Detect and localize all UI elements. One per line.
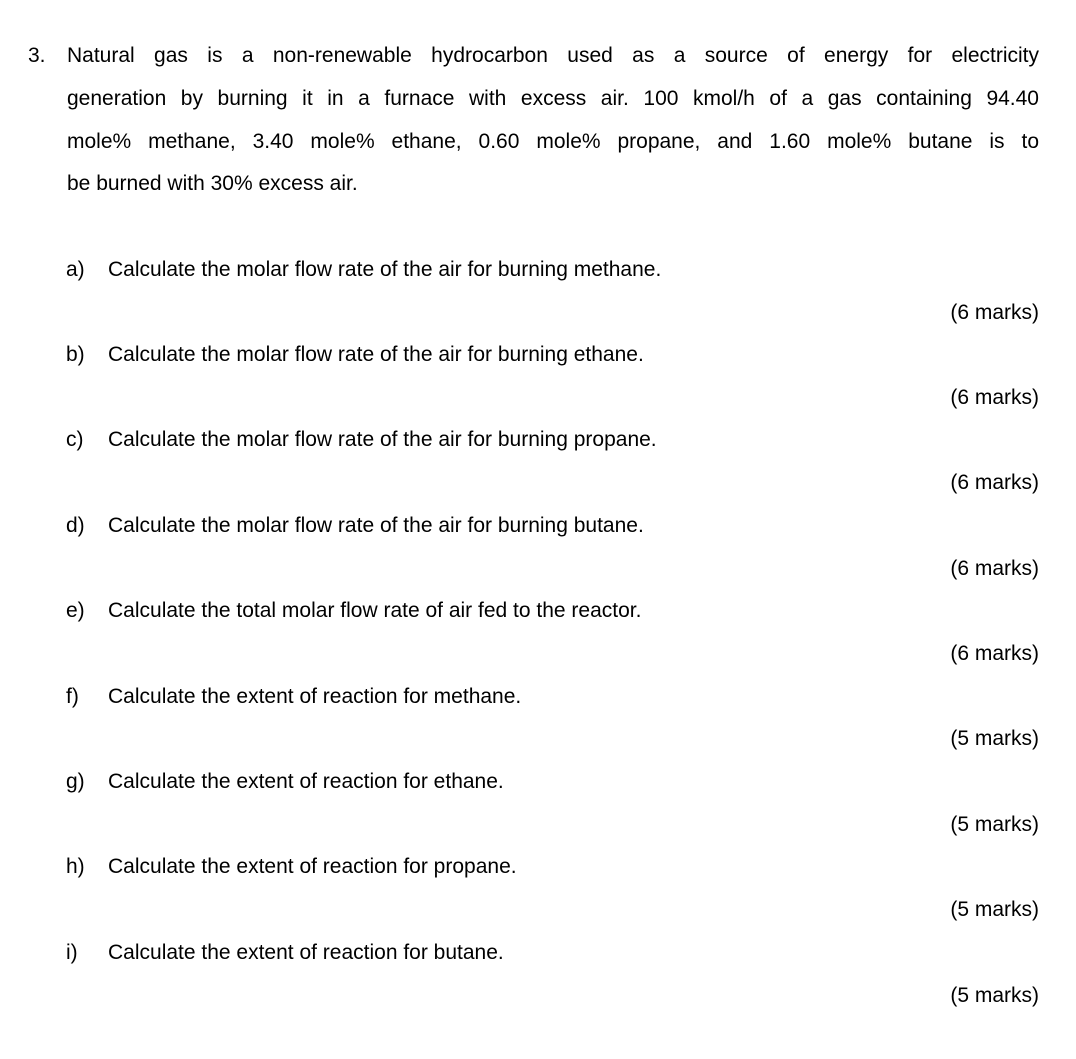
part-g-text: Calculate the extent of reaction for ethane. — [108, 770, 504, 793]
part-f-text: Calculate the extent of reaction for methane. — [108, 685, 522, 708]
intro-line-4: be burned with 30% excess air. — [67, 172, 358, 195]
part-b-marks: (6 marks) — [950, 386, 1039, 409]
part-a-text: Calculate the molar flow rate of the air for burning methane. — [108, 258, 662, 281]
part-d-letter: d) — [66, 514, 85, 537]
part-i-text: Calculate the extent of reaction for butane. — [108, 941, 504, 964]
part-g-letter: g) — [66, 770, 85, 793]
part-a-letter: a) — [66, 258, 85, 281]
part-e-letter: e) — [66, 599, 85, 622]
part-i-letter: i) — [66, 941, 78, 964]
part-c-text: Calculate the molar flow rate of the air for burning propane. — [108, 428, 657, 451]
part-c-letter: c) — [66, 428, 84, 451]
intro-line-1: Natural gas is a non-renewable hydrocarbon used as a source of energy for electricity — [67, 44, 1039, 67]
part-e-text: Calculate the total molar flow rate of air fed to the reactor. — [108, 599, 642, 622]
intro-line-2: generation by burning it in a furnace with excess air. 100 kmol/h of a gas containing 94.40 — [67, 87, 1039, 110]
part-f-letter: f) — [66, 685, 79, 708]
part-a-marks: (6 marks) — [950, 301, 1039, 324]
part-h-letter: h) — [66, 855, 85, 878]
part-h-text: Calculate the extent of reaction for propane. — [108, 855, 517, 878]
part-c-marks: (6 marks) — [950, 471, 1039, 494]
part-b-letter: b) — [66, 343, 85, 366]
question-number: 3. — [28, 44, 46, 67]
intro-line-3: mole% methane, 3.40 mole% ethane, 0.60 mole% propane, and 1.60 mole% butane is to — [67, 130, 1039, 153]
part-i-marks: (5 marks) — [950, 984, 1039, 1007]
part-g-marks: (5 marks) — [950, 813, 1039, 836]
part-f-marks: (5 marks) — [950, 727, 1039, 750]
part-e-marks: (6 marks) — [950, 642, 1039, 665]
part-d-marks: (6 marks) — [950, 557, 1039, 580]
part-h-marks: (5 marks) — [950, 898, 1039, 921]
part-b-text: Calculate the molar flow rate of the air for burning ethane. — [108, 343, 644, 366]
part-d-text: Calculate the molar flow rate of the air for burning butane. — [108, 514, 644, 537]
